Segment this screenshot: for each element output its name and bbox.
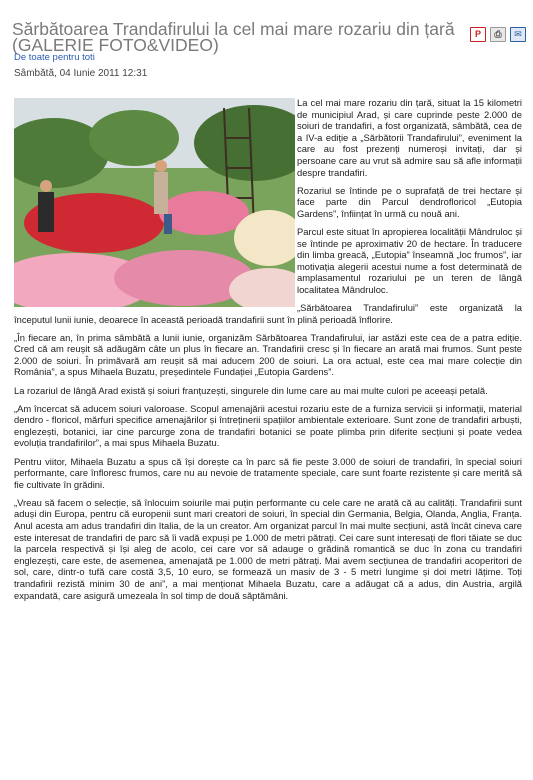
article-paragraph: „Vreau să facem o selecție, să înlocuim soiurile mai puțin performante cu cele care ne arată că au calități. Trandafirii sunt aduși din Europa, pentru că europenii sunt mari creatori de soiuri, în special din Germania, Belgia, Olanda, Anglia, Franța. Anul acesta am adus trandafiri din Italia, de la un creator. Am organizat parcul în mai multe secțiuni, astă încât cineva care este interesat de trandafiri de parc să îi vadă expuși pe 1.000 de metri pătrați. Cei care sunt interesați de flori tăiate se duc la parcela respectivă și își aleg de acolo, cei care vor să adauge o grădină romantică se duc în zona cu trandafiri englezești, care este, de asemenea, amenajată pe 1.000 de metri pătrați. Mai avem secțiunea de trandafiri acoperitori de sol, care, dintr-o tufă care costă 3,5, 10 euro, se formează un masiv de 3 - 5 metri lungime și doi metri lățime. Toți trandafirii rezistă minim 30 de ani”, a mai menționat Mihaela Buzatu, care a adăugat că a adus, din Austria, argilă expandată, care asigură umezeala în sol timp de două săptămâni. xyxy=(14,496,522,601)
article-title: Sărbătoarea Trandafirului la cel mai mare rozariu din țară (GALERIE FOTO&VIDEO) xyxy=(12,19,455,55)
article-paragraph: Rozariul se întinde pe o suprafață de trei hectare și face parte din Parcul dendrofloricol „Eutopia Gardens”, înființat în urmă cu nouă ani. xyxy=(297,184,522,219)
article-body xyxy=(14,97,522,608)
article-paragraph: Parcul este situat în apropierea localității Mândruloc și se întinde pe aproximativ 20 de hectare. În traducere din limba greacă, „Eutopia” înseamnă „loc frumos”, iar motivația alegerii acestui nume a fost determinată de amplasamentul rozariului pe un teren de lângă localitatea Mândruloc. xyxy=(297,225,522,295)
article-tools xyxy=(470,27,526,42)
photo-spacer xyxy=(14,97,297,309)
pdf-icon[interactable]: P xyxy=(470,27,486,42)
article-paragraph: „În fiecare an, în prima sâmbătă a lunii iunie, organizăm Sărbătoarea Trandafirului, iar astăzi este cea de a patra ediție. Cred că am reușit să adăugăm câte un plus în fiecare an. Trandafirii cresc și în fiecare an arată mai frumos. Sunt peste 2.000 de soiuri. În primăvară am reușit să mai aducem 200 de soiuri. La ora actual, este cea mai mare colecție din România”, a spus Mihaela Buzatu, președintele Fundației „Eutopia Gardens”. xyxy=(14,331,522,378)
article-paragraph: La rozariul de lângă Arad există și soiuri franțuzești, singurele din lume care au mai multe culori pe aceeași petală. xyxy=(14,384,488,396)
article-date: Sâmbătă, 04 Iunie 2011 12:31 xyxy=(14,68,148,79)
article-paragraph: Pentru viitor, Mihaela Buzatu a spus că își dorește ca în parc să fie peste 3.000 de soiuri de trandafiri, în special soiuri performante, care înfloresc frumos, care nu au nevoie de tratamente speciale, care sunt foarte rezistente și care merită să fie cultivate în grădini. xyxy=(14,455,522,490)
article-paragraph: „Sărbătoarea Trandafirului” este organizată la începutul lunii iunie, deoarece în această perioadă trandafirii sunt în plină perioadă înflorire. xyxy=(14,302,522,325)
section-link[interactable]: De toate pentru toti xyxy=(14,52,95,63)
article-paragraph: „Am încercat să aducem soiuri valoroase. Scopul amenajării acestui rozariu este de a furniza servicii și informații, material dendro - floricol, mărfuri specifice amenajărilor și întreținerii spațiilor ambientale exterioare. Sunt zone de trandafiri arbuști, englezești, botanici, iar cine parcurge zona de trandafiri botanici se poate plimba prin diferite secțiuni și poate vedea evoluția trandafirilor”, a mai spus Mihaela Buzatu. xyxy=(14,402,522,449)
article-paragraph: La cel mai mare rozariu din țară, situat la 15 kilometri de municipiul Arad, și care cuprinde peste 2.000 de soiuri de trandafiri, a fost organizată, sâmbătă, cea de a IV-a ediție a „Sărbătorii Trandafirului”, eveniment la care au fost prezenți numeroși invitați, dar și persoane care au vrut să admire sau să afle informații despre trandafiri. xyxy=(297,97,522,178)
print-icon[interactable]: ⎙ xyxy=(490,27,506,42)
email-icon[interactable]: ✉ xyxy=(510,27,526,42)
